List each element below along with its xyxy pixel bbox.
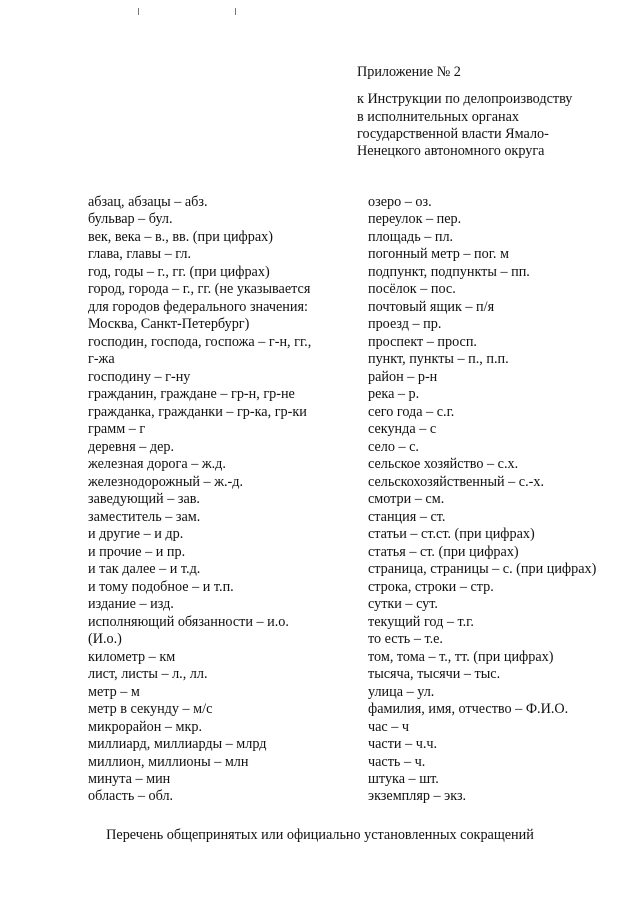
abbreviation-entry: станция – ст. — [368, 508, 446, 525]
abbreviation-entry: экземпляр – экз. — [368, 788, 467, 805]
abbreviation-entry: село – с. — [368, 438, 419, 455]
abbreviation-entry: микрорайон – мкр. — [88, 718, 203, 735]
abbreviation-entry: штука – шт. — [368, 770, 439, 787]
abbreviation-entry: минута – мин — [88, 770, 171, 787]
abbreviation-entry: для городов федерального значения: — [88, 298, 308, 315]
abbreviation-entry: сего года – с.г. — [368, 403, 455, 420]
abbreviation-entry: гражданка, гражданки – гр-ка, гр-ки — [88, 403, 307, 420]
abbreviation-entry: проезд – пр. — [368, 316, 442, 333]
abbreviation-entry: сутки – сут. — [368, 596, 438, 613]
abbreviation-entry: статьи – ст.ст. (при цифрах) — [368, 526, 535, 543]
abbreviation-entry: Москва, Санкт-Петербург) — [88, 316, 250, 333]
abbreviation-entry: фамилия, имя, отчество – Ф.И.О. — [368, 701, 569, 718]
abbreviations-left-column — [88, 194, 358, 806]
abbreviation-entry: посёлок – пос. — [368, 281, 456, 298]
abbreviation-entry: секунда – с — [368, 421, 437, 438]
appendix-number: Приложение № 2 — [357, 64, 461, 80]
abbreviation-entry: погонный метр – пог. м — [368, 246, 510, 263]
abbreviation-entry: бульвар – бул. — [88, 211, 173, 228]
appendix-header — [357, 64, 627, 160]
abbreviation-entry: железнодорожный – ж.-д. — [88, 473, 244, 490]
abbreviation-entry: г-жа — [88, 351, 115, 368]
abbreviation-entry: область – обл. — [88, 788, 174, 805]
abbreviation-entry: километр – км — [88, 648, 176, 665]
abbreviation-entry: железная дорога – ж.д. — [88, 456, 226, 473]
abbreviation-entry: лист, листы – л., лл. — [88, 666, 208, 683]
abbreviation-entry: страница, страницы – с. (при цифрах) — [368, 561, 597, 578]
abbreviation-entry: строка, строки – стр. — [368, 578, 494, 595]
abbreviation-entry: тысяча, тысячи – тыс. — [368, 666, 501, 683]
abbreviation-entry: почтовый ящик – п/я — [368, 298, 495, 315]
abbreviation-entry: река – р. — [368, 386, 420, 403]
scan-mark — [138, 8, 139, 15]
abbreviation-entry: глава, главы – гл. — [88, 246, 191, 263]
abbreviation-entry: части – ч.ч. — [368, 736, 438, 753]
abbreviation-entry: миллион, миллионы – млн — [88, 753, 249, 770]
abbreviation-entry: и другие – и др. — [88, 526, 184, 543]
abbreviation-entry: озеро – оз. — [368, 194, 432, 210]
appendix-line: в исполнительных органах — [357, 108, 519, 125]
document-caption: Перечень общепринятых или официально установленных сокращений — [106, 827, 534, 843]
abbreviation-entry: статья – ст. (при цифрах) — [368, 543, 519, 560]
abbreviation-entry: сельское хозяйство – с.х. — [368, 456, 519, 473]
appendix-line: к Инструкции по делопроизводству — [357, 91, 573, 108]
abbreviation-entry: гражданин, граждане – гр-н, гр-не — [88, 386, 295, 403]
abbreviation-entry: проспект – просп. — [368, 333, 477, 350]
abbreviation-entry: год, годы – г., гг. (при цифрах) — [88, 263, 270, 280]
abbreviation-entry: миллиард, миллиарды – млрд — [88, 736, 267, 753]
abbreviation-entry: улица – ул. — [368, 683, 435, 700]
abbreviation-entry: том, тома – т., тт. (при цифрах) — [368, 648, 554, 665]
abbreviation-entry: заместитель – зам. — [88, 508, 201, 525]
abbreviation-entry: и прочие – и пр. — [88, 543, 186, 560]
abbreviation-entry: деревня – дер. — [88, 438, 175, 455]
abbreviation-entry: смотри – см. — [368, 491, 445, 508]
abbreviation-entry: грамм – г — [88, 421, 146, 438]
abbreviation-entry: и так далее – и т.д. — [88, 561, 201, 578]
abbreviation-entry: и тому подобное – и т.п. — [88, 578, 234, 595]
abbreviations-right-column — [368, 194, 640, 806]
abbreviation-entry: век, века – в., вв. (при цифрах) — [88, 228, 273, 245]
abbreviation-entry: господин, господа, госпожа – г-н, гг., — [88, 333, 312, 350]
abbreviation-entry: подпункт, подпункты – пп. — [368, 263, 530, 280]
abbreviation-entry: исполняющий обязанности – и.о. — [88, 613, 289, 630]
abbreviation-entry: час – ч — [368, 718, 410, 735]
abbreviation-entry: господину – г-ну — [88, 368, 191, 385]
abbreviation-entry: то есть – т.е. — [368, 631, 443, 648]
appendix-line: государственной власти Ямало- — [357, 125, 549, 142]
appendix-line: Ненецкого автономного округа — [357, 143, 545, 160]
abbreviation-entry: часть – ч. — [368, 753, 426, 770]
abbreviation-entry: пункт, пункты – п., п.п. — [368, 351, 509, 368]
abbreviation-entry: район – р-н — [368, 368, 438, 385]
abbreviation-entry: площадь – пл. — [368, 228, 454, 245]
abbreviation-entry: издание – изд. — [88, 596, 174, 613]
abbreviation-entry: метр – м — [88, 683, 140, 700]
abbreviation-entry: сельскохозяйственный – с.-х. — [368, 473, 545, 490]
scan-mark — [235, 8, 236, 15]
abbreviation-entry: город, города – г., гг. (не указывается — [88, 281, 311, 298]
abbreviation-entry: переулок – пер. — [368, 211, 462, 228]
abbreviation-entry: текущий год – т.г. — [368, 613, 474, 630]
abbreviation-entry: метр в секунду – м/с — [88, 701, 213, 718]
abbreviation-entry: абзац, абзацы – абз. — [88, 194, 208, 210]
abbreviation-entry: (И.о.) — [88, 631, 122, 648]
abbreviation-entry: заведующий – зав. — [88, 491, 200, 508]
